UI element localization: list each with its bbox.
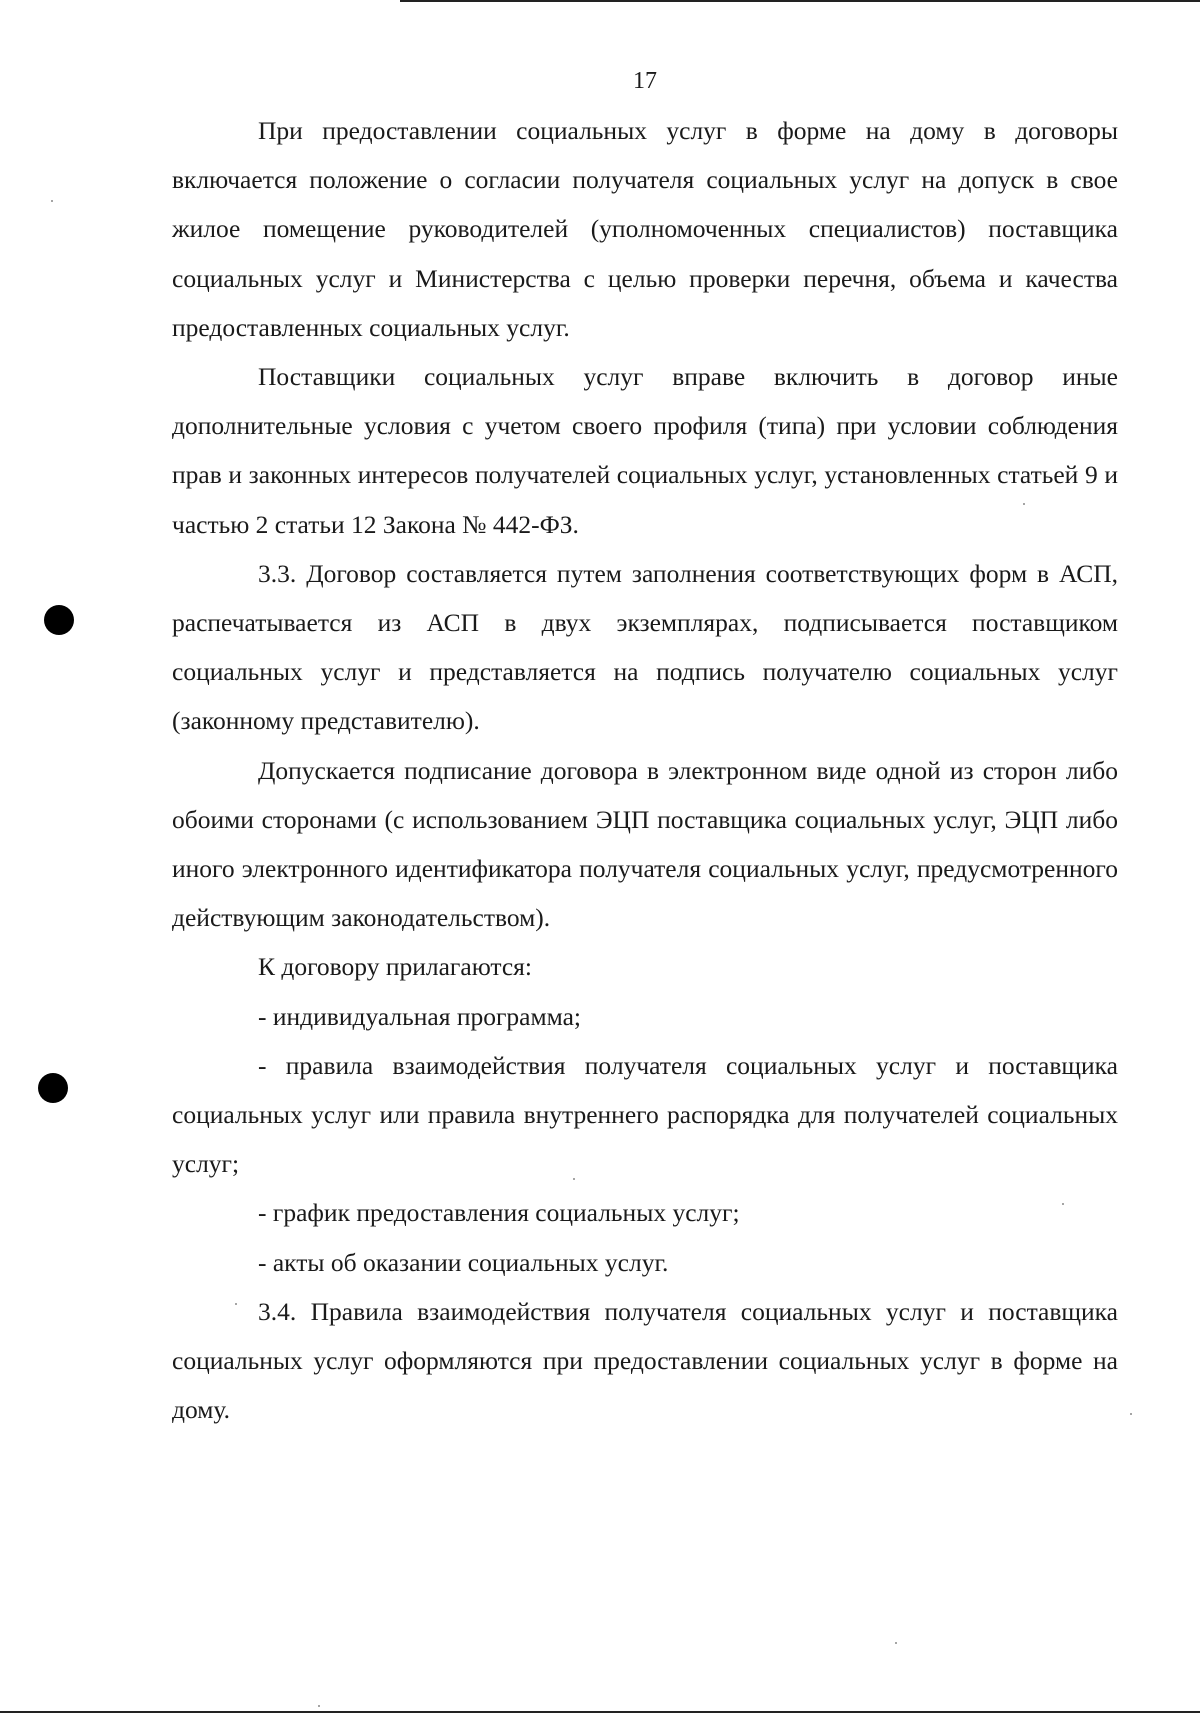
paragraph-additional-terms: Поставщики социальных услуг вправе включить в договор иные дополнительные условия с учетом своего профиля (типа) при условии соблюдения прав и законных интересов получателей социальных услуг, установленных статьей 9 и частью 2 статьи 12 Закона № 442-ФЗ. [172, 362, 1118, 539]
list-item-service-acts: - акты об оказании социальных услуг. [258, 1247, 669, 1277]
scan-bottom-edge [0, 1711, 1200, 1713]
scan-speck [318, 1705, 320, 1707]
page-number: 17 [633, 68, 657, 94]
paragraph-section-3-3: 3.3. Договор составляется путем заполнения соответствующих форм в АСП, распечатывается из АСП в двух экземплярах, подписывается поставщиком социальных услуг и представляется на подпись получателю социальных услуг (законному представителю). [172, 558, 1118, 736]
list-item-schedule: - график предоставления социальных услуг; [258, 1198, 740, 1228]
list-item-interaction-rules: - правила взаимодействия получателя социальных услуг и поставщика социальных услуг или правила внутреннего распорядка для получателей социальных услуг; [172, 1050, 1118, 1179]
paragraph-home-services: При предоставлении социальных услуг в форме на дому в договоры включается положение о согласии получателя социальных услуг на допуск в свое жилое помещение руководителей (уполномоченных специалистов) поставщика социальных услуг и Министерства с целью проверки перечня, объема и качества предоставленных социальных услуг. [172, 116, 1118, 342]
scan-speck [895, 1642, 897, 1644]
paragraph-electronic-signing: Допускается подписание договора в электронном виде одной из сторон либо обоими сторонами (с использованием ЭЦП поставщика социальных услуг, ЭЦП либо иного электронного идентификатора получателя социальных услуг, предусмотренного действующим законодательством). [172, 755, 1118, 933]
scan-speck [1130, 1413, 1132, 1415]
punch-hole-upper [44, 605, 74, 635]
scan-top-edge [400, 0, 1200, 2]
paragraph-attachments-intro: К договору прилагаются: [258, 952, 533, 982]
scan-speck [51, 200, 53, 202]
list-item-individual-program: - индивидуальная программа; [258, 1001, 581, 1031]
document-body [172, 106, 1118, 1434]
paragraph-section-3-4: 3.4. Правила взаимодействия получателя социальных услуг и поставщика социальных услуг оформляются при предоставлении социальных услуг в форме на дому. [172, 1296, 1118, 1425]
punch-hole-lower [38, 1073, 68, 1103]
